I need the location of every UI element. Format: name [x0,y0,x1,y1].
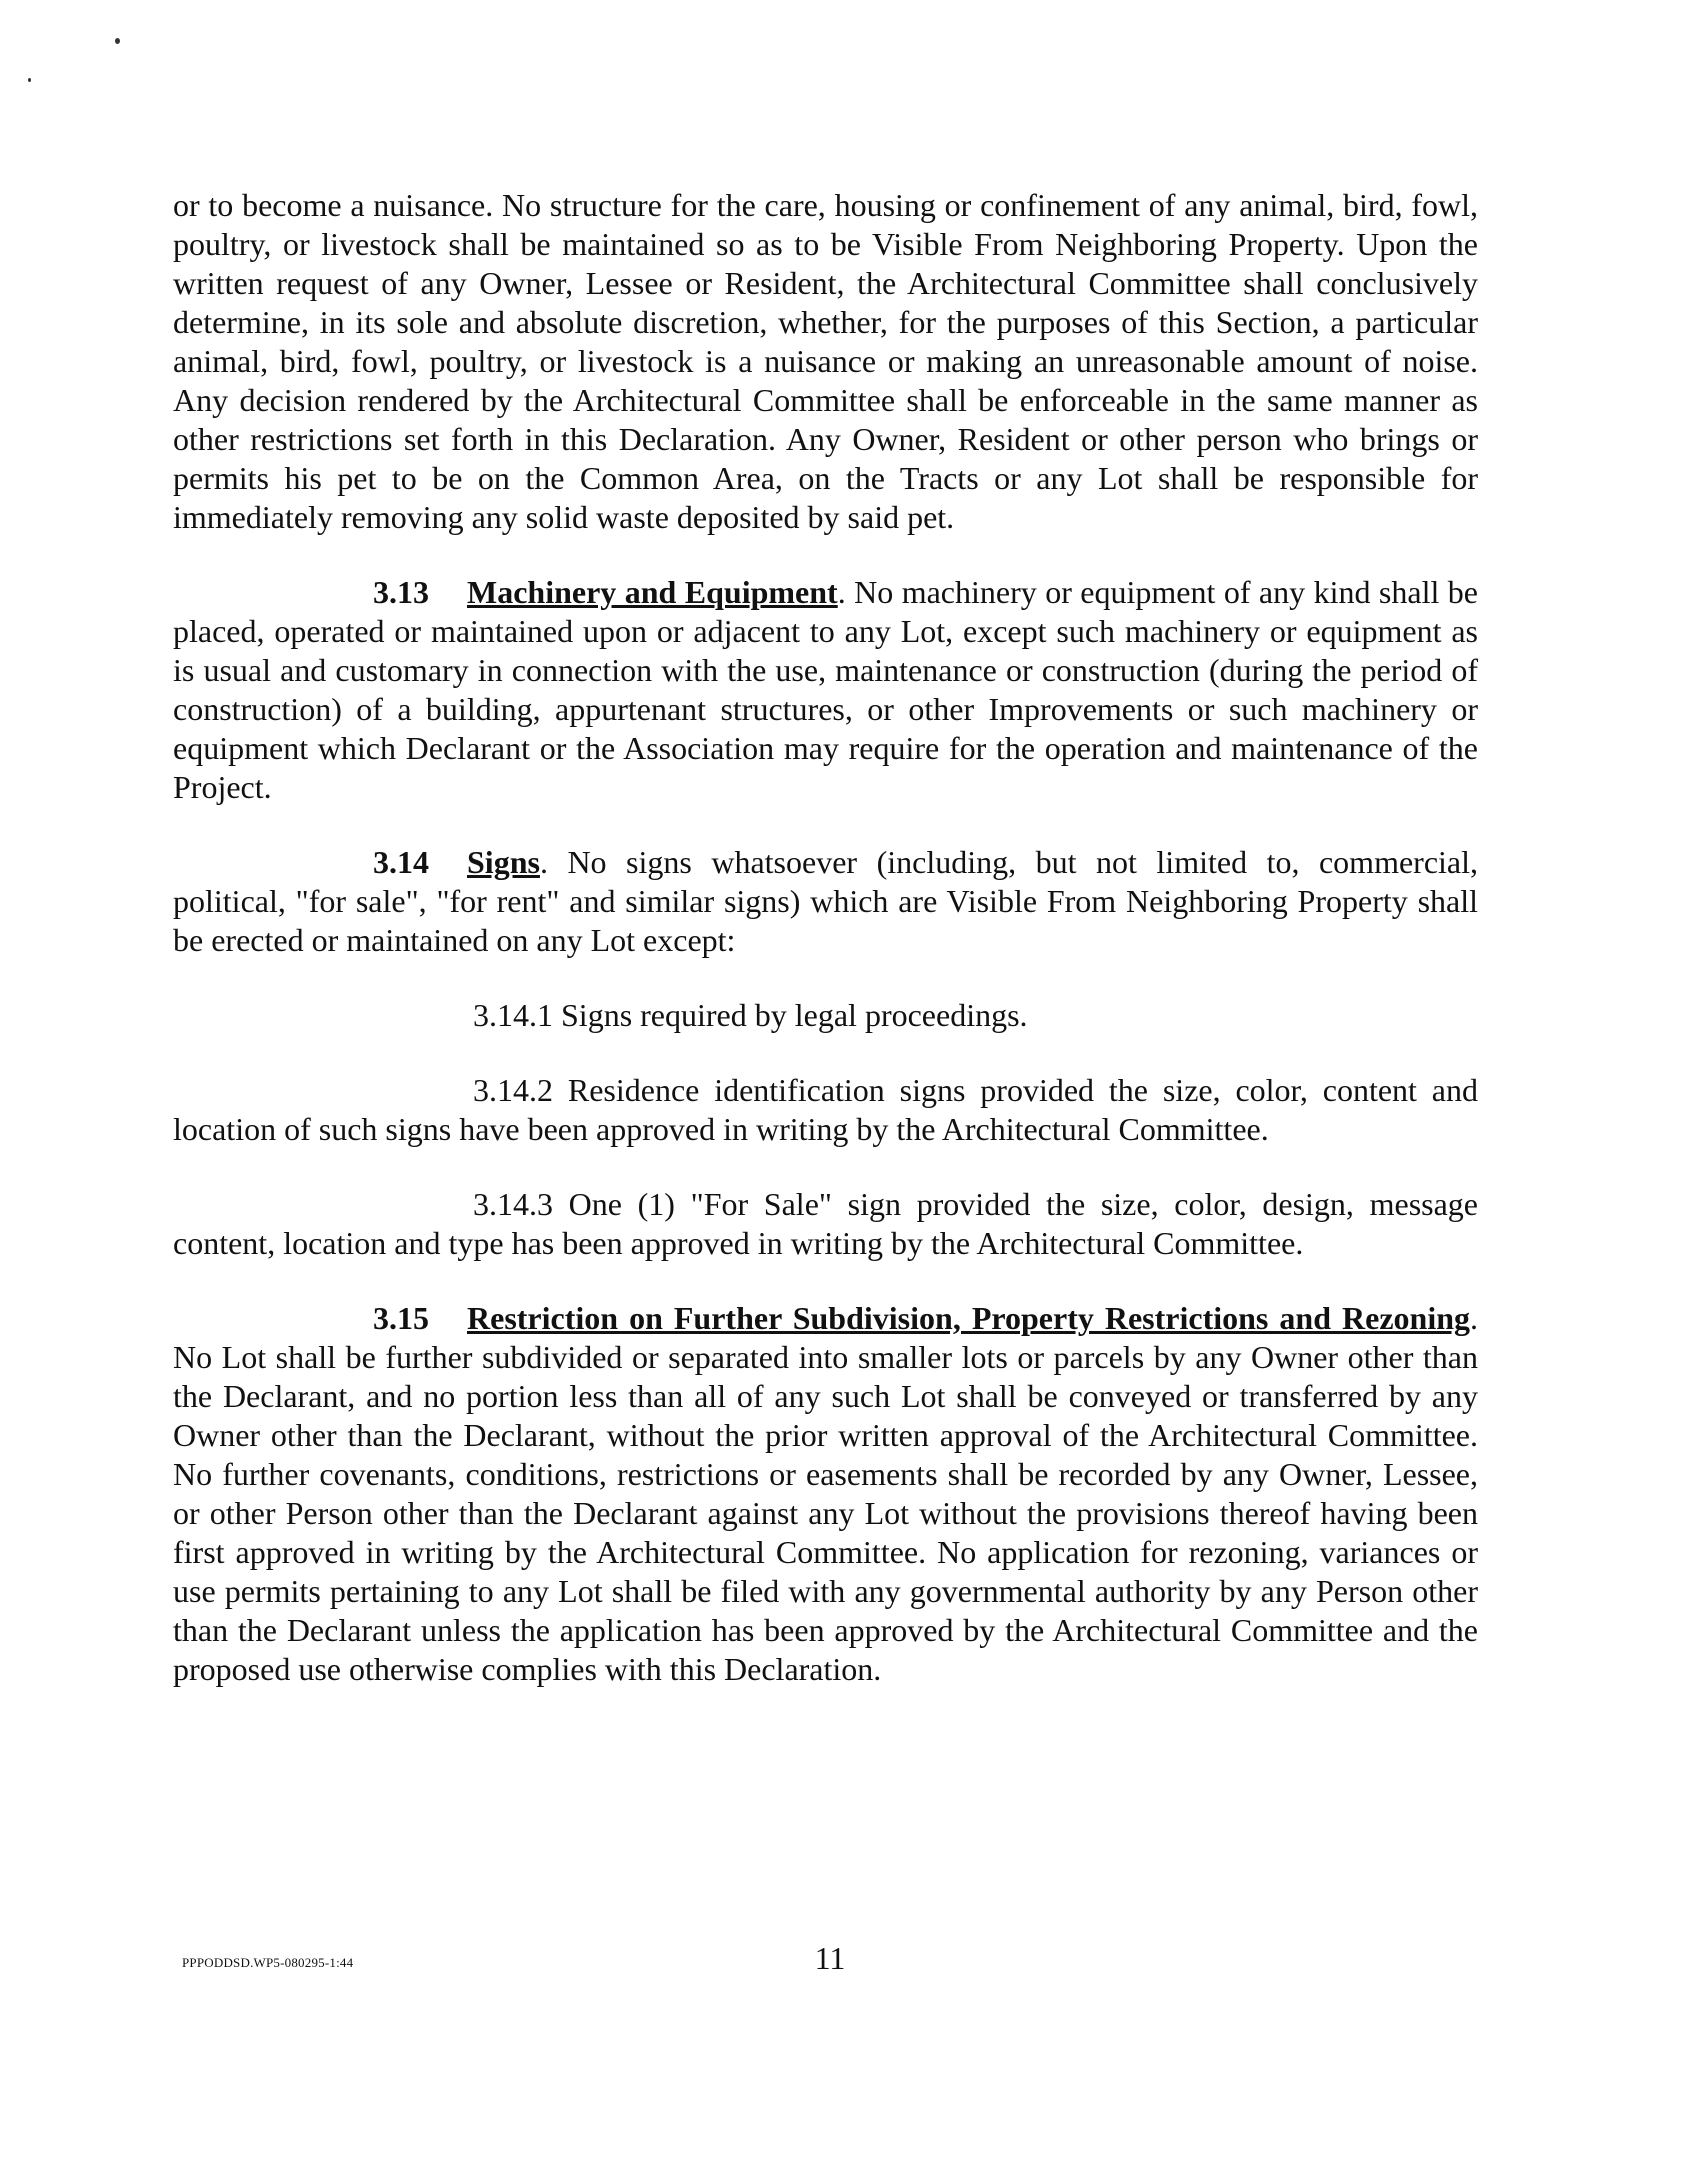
section-number: 3.14 [373,844,429,880]
section-body: . No Lot shall be further subdivided or separated into smaller lots or parcels by any Owner other than the Declarant, and no portion less than all of any such Lot shall be conveyed or transferred by any Owner other than the Declarant, without the prior written approval of the Architectural Committee. No further covenants, conditions, restrictions or easements shall be recorded by any Owner, Lessee, or other Person other than the Declarant against any Lot without the provisions thereof having been first approved in writing by the Architectural Committee. No application for rezoning, variances or use permits pertaining to any Lot shall be filed with any governmental authority by any Person other than the Declarant unless the application has been approved by the Architectural Committee and the proposed use otherwise complies with this Declaration. [173,1300,1478,1687]
section-body: . No signs whatsoever (including, but not limited to, commercial, political, "for sale", "for rent" and similar signs) which are Visible From Neighboring Property shall be erected or maintained on any Lot except: [173,844,1478,958]
section-3-13 [173,573,1478,807]
subsection-3-14-1: 3.14.1 Signs required by legal proceedings. [473,997,1028,1033]
section-title: Machinery and Equipment [467,574,838,610]
paragraph-intro: or to become a nuisance. No structure for the care, housing or confinement of any animal, bird, fowl, poultry, or livestock shall be maintained so as to be Visible From Neighboring Property. Upon the written request of any Owner, Lessee or Resident, the Architectural Committee shall conclusively determine, in its sole and absolute discretion, whether, for the purposes of this Section, a particular animal, bird, fowl, poultry, or livestock is a nuisance or making an unreasonable amount of noise. Any decision rendered by the Architectural Committee shall be enforceable in the same manner as other restrictions set forth in this Declaration. Any Owner, Resident or other person who brings or permits his pet to be on the Common Area, on the Tracts or any Lot shall be responsible for immediately removing any solid waste deposited by said pet. [173,187,1478,535]
section-title: Restriction on Further Subdivision, Property Restrictions and Rezoning [467,1300,1470,1336]
subsection-3-14-2: 3.14.2 Residence identification signs provided the size, color, content and location of such signs have been approved in writing by the Architectural Committee. [173,1072,1478,1147]
section-3-14 [173,843,1478,960]
section-number: 3.15 [373,1300,429,1336]
section-3-15 [173,1299,1478,1689]
footer-file-code: PPPODDSD.WP5-080295-1:44 [182,1955,354,1970]
section-title: Signs [467,844,540,880]
subsection-3-14-3: 3.14.3 One (1) "For Sale" sign provided the size, color, design, message content, location and type has been approved in writing by the Architectural Committee. [173,1186,1478,1261]
scan-speck [28,78,31,82]
section-body: . No machinery or equipment of any kind shall be placed, operated or maintained upon or adjacent to any Lot, except such machinery or equipment as is usual and customary in connection with the use, maintenance or construction (during the period of construction) of a building, appurtenant structures, or other Improvements or such machinery or equipment which Declarant or the Association may require for the operation and maintenance of the Project. [173,574,1479,805]
section-number: 3.13 [373,574,429,610]
document-body [173,186,1478,1725]
scan-speck [115,38,120,44]
page-number: 11 [814,1940,846,1976]
